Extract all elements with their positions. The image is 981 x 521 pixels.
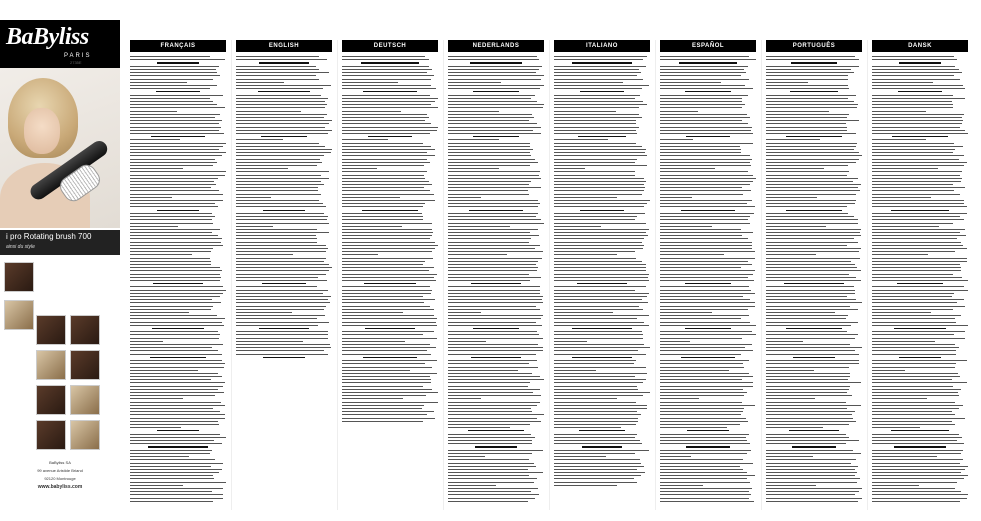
language-column [448, 40, 544, 510]
style-thumbnail [70, 350, 100, 380]
model-code: 2735E [70, 60, 82, 65]
instruction-text-block [660, 56, 756, 504]
column-divider [337, 40, 338, 510]
language-header: ITALIANO [554, 40, 650, 52]
language-header: ENGLISH [236, 40, 332, 52]
instruction-text-block [130, 56, 226, 504]
address-line: 99 avenue Aristide Briand [37, 468, 83, 473]
column-divider [655, 40, 656, 510]
style-thumbnail [70, 385, 100, 415]
brand-header [0, 20, 120, 68]
language-column [130, 40, 226, 510]
product-title: i pro Rotating brush 700 [6, 232, 92, 241]
column-divider [761, 40, 762, 510]
instruction-text-block [448, 56, 544, 504]
language-column [342, 40, 438, 510]
style-thumbnail [4, 262, 34, 292]
brand-logo: BaByliss [6, 24, 89, 50]
instruction-text-block [554, 56, 650, 488]
language-column [766, 40, 862, 510]
language-header: FRANÇAIS [130, 40, 226, 52]
address-footer [0, 460, 120, 493]
language-header: DANSK [872, 40, 968, 52]
address-line: BaByliss SA [49, 460, 71, 465]
instruction-text-block [342, 56, 438, 424]
language-header: NEDERLANDS [448, 40, 544, 52]
style-thumbnail [4, 300, 34, 330]
address-line: 92120 Montrouge [44, 476, 76, 481]
language-column [872, 40, 968, 510]
instruction-text-block [766, 56, 862, 504]
language-header: ESPAÑOL [660, 40, 756, 52]
style-thumbnail [70, 420, 100, 450]
website-link[interactable]: www.babyliss.com [37, 484, 83, 490]
column-divider [443, 40, 444, 510]
column-divider [549, 40, 550, 510]
instruction-text-block [872, 56, 968, 504]
style-thumbnail [36, 385, 66, 415]
instruction-text-block [236, 56, 332, 360]
language-header: PORTUGUÊS [766, 40, 862, 52]
cover-panel [0, 0, 120, 521]
column-divider [867, 40, 868, 510]
column-divider [231, 40, 232, 510]
language-column [554, 40, 650, 510]
language-header: DEUTSCH [342, 40, 438, 52]
style-thumbnail [36, 315, 66, 345]
hair-photo [0, 68, 120, 228]
brand-sub: PARIS [64, 53, 92, 59]
product-subtitle: ainsi du style [6, 244, 35, 250]
style-thumbnail [36, 420, 66, 450]
language-column [236, 40, 332, 510]
product-banner [0, 230, 120, 255]
style-thumbnail [70, 315, 100, 345]
style-thumbnail [36, 350, 66, 380]
language-column [660, 40, 756, 510]
